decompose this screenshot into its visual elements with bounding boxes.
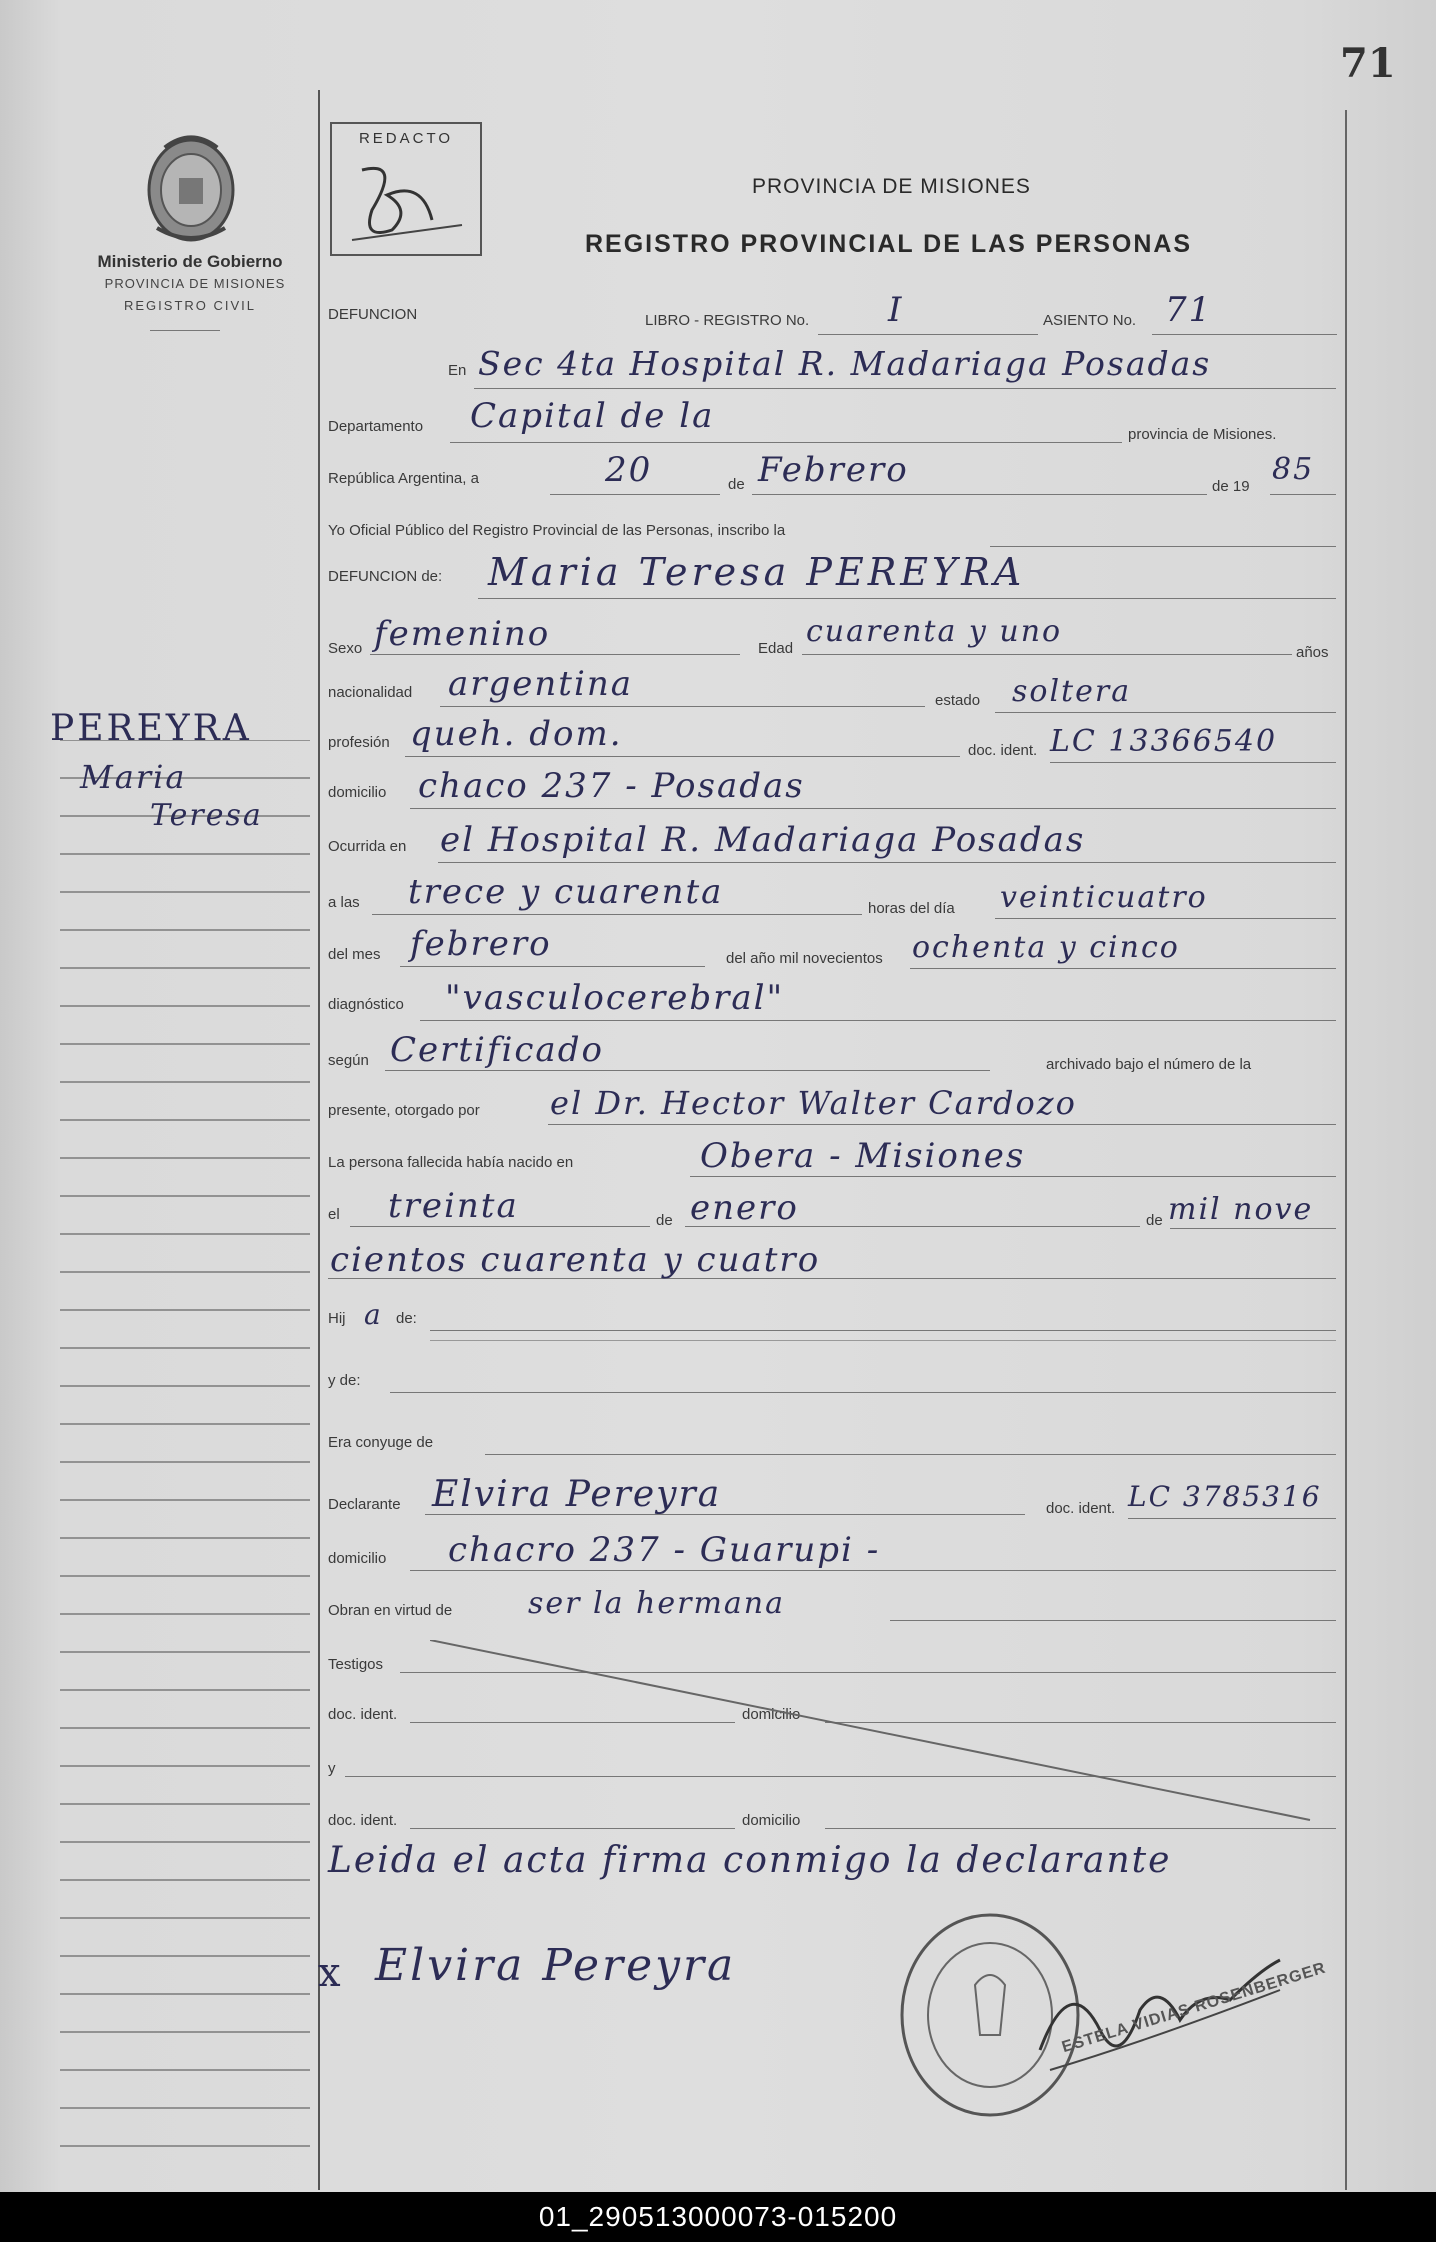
province-label: PROVINCIA DE MISIONES [104,276,286,291]
obran-label: Obran en virtud de [328,1602,453,1619]
margin-ruled-lines [60,740,310,2190]
hijo-suffix: a [364,1298,383,1331]
redacto-label: REDACTO [358,130,454,147]
el-label: el [328,1206,340,1223]
domicilio-label: domicilio [328,784,387,801]
estado-value: soltera [1012,674,1132,709]
nacido-value: Obera - Misiones [700,1136,1026,1176]
doc2-value: LC 3785316 [1128,1480,1322,1513]
el-value: treinta [388,1186,519,1226]
margin-given-name-2: Teresa [150,798,263,833]
doc2-label: doc. ident. [1046,1500,1116,1517]
diagnostico-value: "vasculocerebral" [445,978,785,1018]
presente-label: presente, otorgado por [328,1102,480,1119]
defuncion-label: DEFUNCION [328,306,418,323]
coat-of-arms-icon [135,128,247,246]
leida-text: Leida el acta firma conmigo la declarante [328,1840,1172,1881]
dia-value: 20 [605,450,653,490]
asiento-value: 71 [1165,290,1213,330]
alas-value: trece y cuarenta [408,872,724,912]
nacionalidad-label: nacionalidad [328,684,413,701]
nombre-value: Maria Teresa PEREYRA [488,550,1026,594]
declarante-label: Declarante [328,1496,401,1513]
departamento-label: Departamento [328,418,424,435]
doc-value: LC 13366540 [1050,724,1278,759]
y-label: y [328,1760,336,1777]
de2-label: de [656,1212,673,1229]
asiento-label: ASIENTO No. [1043,312,1137,329]
libro-value: I [888,290,904,330]
libro-label: LIBRO - REGISTRO No. [645,312,810,329]
page-number: 71 [1340,40,1396,87]
delmes-value: febrero [410,924,552,964]
domicilio2-label: domicilio [328,1550,387,1567]
de19-label: de 19 [1212,478,1250,495]
edad-value: cuarenta y uno [806,614,1063,649]
declarante-value: Elvira Pereyra [432,1474,722,1515]
yde-label: y de: [328,1372,361,1389]
margin-surname: PEREYRA [50,708,252,749]
profesion-value: queh. dom. [410,714,623,754]
de-label: de [728,476,745,493]
header-registry: REGISTRO PROVINCIAL DE LAS PERSONAS [585,230,1193,258]
signature-mark: x [318,1950,343,1996]
mes2-value: enero [690,1188,799,1228]
horas-value: veinticuatro [1000,880,1208,915]
header-province: PROVINCIA DE MISIONES [752,175,1031,198]
initials-signature-icon [332,150,480,250]
anio-value: 85 [1272,452,1315,487]
domicilio3-label: domicilio [742,1706,801,1723]
horas-label: horas del día [868,900,955,917]
domicilio4-label: domicilio [742,1812,801,1829]
testigos-label: Testigos [328,1656,384,1673]
nacionalidad-value: argentina [448,664,634,704]
alas-label: a las [328,894,360,911]
anio2-value: mil nove [1168,1192,1314,1227]
obran-value: ser la hermana [528,1586,785,1621]
anos-label: años [1296,644,1329,661]
presente-value: el Dr. Hector Walter Cardozo [550,1084,1077,1122]
anio2-cont-value: cientos cuarenta y cuatro [330,1240,821,1280]
official-signature [1030,1930,1290,2080]
delmes-label: del mes [328,946,381,963]
departamento-value: Capital de la [470,396,715,436]
redacto-stamp [330,122,482,256]
doc3-label: doc. ident. [328,1706,398,1723]
cancellation-line [430,1640,1330,1840]
estado-label: estado [935,692,981,709]
domicilio2-value: chacro 237 - Guarupi - [448,1530,881,1570]
en-label: En [448,362,467,379]
defuncion-de-label: DEFUNCION de: [328,568,443,585]
segun-value: Certificado [390,1030,604,1070]
seal-name-stamp: ESTELA VIDIAS ROSENBERGER [1060,1959,1329,2057]
en-value: Sec 4ta Hospital R. Madariaga Posadas [478,344,1212,383]
anomil-label: del año mil novecientos [726,950,883,967]
image-caption: 01_290513000073-015200 [0,2192,1436,2242]
de3-label: de [1146,1212,1163,1229]
conyuge-label: Era conyuge de [328,1434,434,1451]
republica-label: República Argentina, a [328,470,479,487]
provincia-label: provincia de Misiones. [1128,426,1277,443]
nacido-label: La persona fallecida había nacido en [328,1154,574,1171]
segun-label: según [328,1052,369,1069]
diagnostico-label: diagnóstico [328,996,404,1013]
doc-label: doc. ident. [968,742,1038,759]
profesion-label: profesión [328,734,390,751]
domicilio-value: chaco 237 - Posadas [418,766,805,806]
sexo-label: Sexo [328,640,363,657]
ocurrida-label: Ocurrida en [328,838,407,855]
office-label: REGISTRO CIVIL [123,298,257,313]
margin-given-name-1: Maria [80,758,187,796]
sexo-value: femenino [374,614,551,654]
anomil-value: ochenta y cinco [912,930,1180,965]
mes-value: Febrero [758,450,909,490]
oficial-text: Yo Oficial Público del Registro Provincial de las Personas, inscribo la [328,522,786,539]
ministry-label: Ministerio de Gobierno [97,252,283,271]
hijo-label: Hij [328,1310,346,1327]
ocurrida-value: el Hospital R. Madariaga Posadas [440,820,1086,860]
edad-label: Edad [758,640,794,657]
hijo-de-label: de: [396,1310,417,1327]
declarant-signature: Elvira Pereyra [375,1940,737,1991]
doc4-label: doc. ident. [328,1812,398,1829]
archivado-label: archivado bajo el número de la [1046,1056,1252,1073]
